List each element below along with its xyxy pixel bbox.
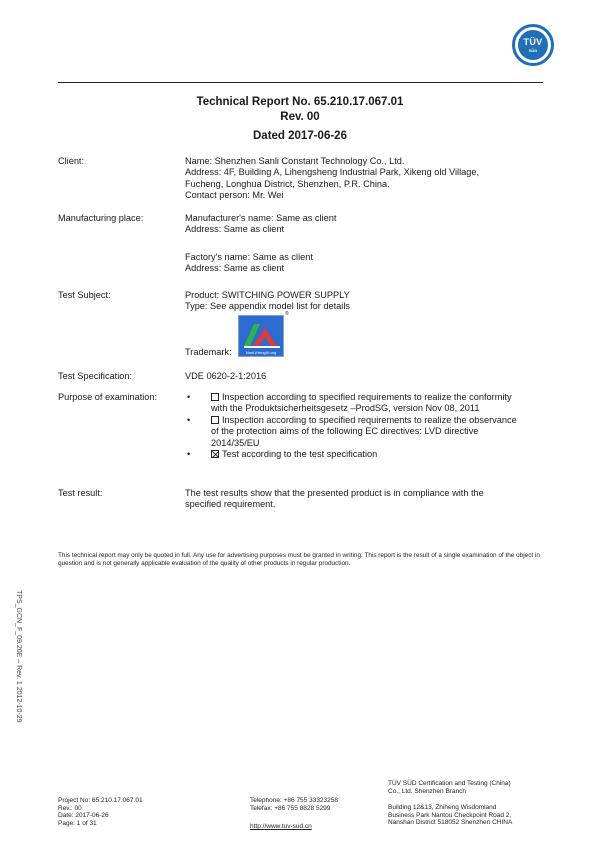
report-date: Dated 2017-06-26 xyxy=(253,130,347,142)
footer-address xyxy=(388,804,512,827)
registered-mark: ® xyxy=(285,311,289,317)
purpose-item xyxy=(185,415,545,449)
test-subject-details xyxy=(185,290,545,313)
checkbox-checked-icon xyxy=(211,450,219,458)
form-reference-side-text: TPS_GCN_F_09.20E – Rev. 1 2012-10-29 xyxy=(15,590,22,723)
factory-line: Address: Same as client xyxy=(185,263,285,274)
test-subject-label: Test Subject: xyxy=(58,290,111,300)
footer-line: Co., Ltd. Shenzhen Branch xyxy=(388,787,467,795)
header-divider xyxy=(58,82,543,83)
footer-line: TÜV SÜD Certification and Testing (China) xyxy=(388,780,511,787)
purpose-item xyxy=(185,449,545,460)
trademark-subtext: NanLiHengXi.org xyxy=(245,350,277,355)
disclaimer-text: This technical report may only be quoted in full. Any use for advertising purposes must be granted in writing. This report is the result of a single examination of the object in question and is not generally applicable evaluation of the quality of other products in regular production. xyxy=(58,552,540,567)
bullet: • xyxy=(187,392,191,402)
footer-line: Page: 1 of 31 xyxy=(58,819,97,827)
test-subject-line: Type: See appendix model list for details xyxy=(185,301,350,312)
footer-project-info xyxy=(58,797,143,827)
test-subject-line: Product: SWITCHING POWER SUPPLY xyxy=(185,290,350,300)
manufacturer-line: Manufacturer's name: Same as client xyxy=(185,213,337,223)
purpose-line: Inspection according to specified requirements to realize the observance xyxy=(222,414,517,425)
client-line: Name: Shenzhen Sanli Constant Technology Co., Ltd. xyxy=(185,156,405,166)
purpose-line: with the Produktsicherheitsgesetz –ProdSG, version Nov 08, 2011 xyxy=(211,403,480,414)
purpose-list xyxy=(185,392,545,460)
tuv-sud-logo-inner xyxy=(518,30,548,60)
footer-company xyxy=(388,780,511,795)
purpose-label: Purpose of examination: xyxy=(58,392,158,402)
logo-text: TÜV xyxy=(523,36,543,47)
purpose-line: Inspection according to specified requirements to realize the conformity xyxy=(222,392,512,402)
report-title: Technical Report No. 65.210.17.067.01 xyxy=(196,96,404,108)
footer-line: Project No: 65.210.17.067.01 xyxy=(58,797,143,804)
client-label: Client: xyxy=(58,156,85,166)
footer-contact xyxy=(250,797,338,812)
purpose-line: 2014/35/EU xyxy=(211,437,260,448)
footer-line: Business Park Nantou Checkpoint Road 2, xyxy=(388,811,512,819)
checkbox-unchecked-icon xyxy=(211,416,219,424)
manufacturing-label: Manufacturing place: xyxy=(58,213,144,223)
checkbox-unchecked-icon xyxy=(211,393,219,401)
purpose-item xyxy=(185,392,545,415)
purpose-line: of the protection aims of the following EC directives: LVD directive xyxy=(211,426,479,437)
test-result-label: Test result: xyxy=(58,488,103,498)
purpose-line: Test according to the test specification xyxy=(222,449,378,460)
client-line: Fucheng, Longhua District, Shenzhen, P.R. China. xyxy=(185,178,390,189)
client-details xyxy=(185,156,545,202)
footer-line: Telefax: +86 755 8828 5299 xyxy=(250,804,331,812)
website-link[interactable]: http://www.tuv-sud.cn xyxy=(250,823,312,830)
bullet: • xyxy=(187,449,191,460)
test-spec-label: Test Specification: xyxy=(58,371,133,381)
tuv-sud-logo xyxy=(512,24,554,66)
manufacturer-details xyxy=(185,213,545,236)
test-result-line: The test results show that the presented product is in compliance with the xyxy=(185,488,484,498)
footer-line: Date: 2017-06-26 xyxy=(58,812,109,820)
client-line: Address: 4F, Building A, Lihengsheng Industrial Park, Xikeng old Village, xyxy=(185,167,480,178)
manufacturer-line: Address: Same as client xyxy=(185,224,285,235)
test-spec-value: VDE 0620-2-1:2016 xyxy=(185,371,267,381)
test-result-text xyxy=(185,488,545,511)
factory-line: Factory's name: Same as client xyxy=(185,252,313,262)
test-result-line: specified requirement. xyxy=(185,499,276,510)
footer-line: Rev.: 00 xyxy=(58,804,82,812)
logo-subtext: SÜD xyxy=(528,47,538,53)
footer-line: Telephone: +86 755 33323258 xyxy=(250,797,339,804)
bullet: • xyxy=(187,414,191,425)
footer-line: Nanshan District 518052 Shenzhen CHINA xyxy=(388,819,513,827)
client-line: Contact person: Mr. Wei xyxy=(185,190,284,201)
report-revision: Rev. 00 xyxy=(280,111,320,123)
footer-website-wrap xyxy=(250,823,312,831)
factory-details xyxy=(185,252,545,275)
trademark-label: Trademark: xyxy=(185,347,232,357)
footer-line: Building 12&13, Zhiheng Wisdomland xyxy=(388,804,497,811)
